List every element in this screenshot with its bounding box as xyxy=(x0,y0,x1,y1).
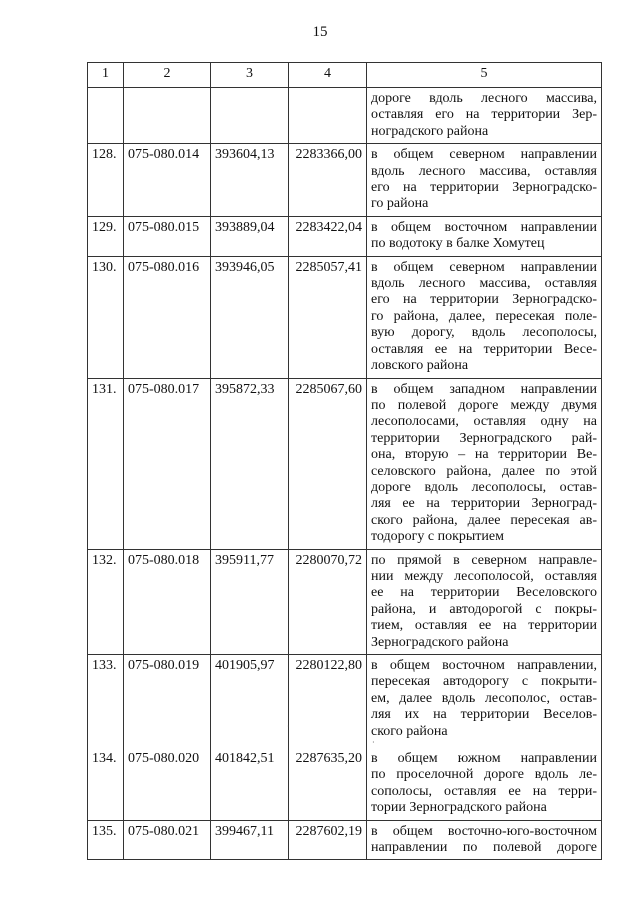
description-line: ем, далее вдоль лесополос, остав- xyxy=(371,690,597,706)
row-number: 134. xyxy=(88,743,124,820)
column-header-4: 4 xyxy=(289,63,367,88)
point-code: 075-080.018 xyxy=(124,549,211,654)
description-line: сополосы, оставляя ее на терри- xyxy=(371,783,597,799)
description-line: ского района xyxy=(371,723,448,739)
point-code xyxy=(124,88,211,144)
boundary-description xyxy=(367,256,602,378)
description-line: селовского района, далее по этой xyxy=(371,463,597,479)
row-number: 132. xyxy=(88,549,124,654)
column-header-5: 5 xyxy=(367,63,602,88)
table-row xyxy=(88,216,602,256)
coordinate-x: 395911,77 xyxy=(211,549,289,654)
table-row xyxy=(88,549,602,654)
description-line: ноградского района xyxy=(371,123,489,139)
coordinate-x: 401842,51 xyxy=(211,743,289,820)
boundary-description xyxy=(367,549,602,654)
description-line: по полевой дороге между двумя xyxy=(371,397,597,413)
description-line: вую дорогу, вдоль лесополосы, xyxy=(371,325,597,341)
description-line: ляя ее на территории Зерноград- xyxy=(371,496,597,512)
point-code: 075-080.015 xyxy=(124,216,211,256)
description-line: в общем восточно-юго-восточном xyxy=(371,823,597,839)
scan-speck: · xyxy=(372,738,375,747)
table-header-row xyxy=(88,63,602,88)
point-code: 075-080.016 xyxy=(124,256,211,378)
row-number: 129. xyxy=(88,216,124,256)
row-number: 135. xyxy=(88,820,124,860)
description-line: Зерноградского района xyxy=(371,634,509,650)
table-row xyxy=(88,378,602,549)
description-line: нии между лесополосой, оставляя xyxy=(371,568,597,584)
coordinate-y: 2283366,00 xyxy=(289,144,367,217)
description-line: ловского района xyxy=(371,358,469,374)
description-line: района, и автодорогой с покры- xyxy=(371,601,597,617)
column-header-2: 2 xyxy=(124,63,211,88)
coordinate-y: 2285057,41 xyxy=(289,256,367,378)
description-line: ского района, далее пересекая ав- xyxy=(371,512,597,528)
row-number xyxy=(88,88,124,144)
description-line: по проселочной дороге вдоль ле- xyxy=(371,767,597,783)
coordinate-y: 2283422,04 xyxy=(289,216,367,256)
boundary-description xyxy=(367,144,602,217)
point-code: 075-080.017 xyxy=(124,378,211,549)
description-line: в общем южном направлении xyxy=(371,751,597,767)
page-number: 15 xyxy=(312,24,328,40)
description-line: в общем западном направлении xyxy=(371,381,597,397)
description-line: в общем восточном направлении, xyxy=(371,658,597,673)
coordinate-y: 2285067,60 xyxy=(289,378,367,549)
point-code: 075-080.021 xyxy=(124,820,211,860)
description-line: оставляя ее на территории Весе- xyxy=(371,341,597,357)
description-line: по водотоку в балке Хомутец xyxy=(371,236,545,252)
coordinate-y xyxy=(289,88,367,144)
description-line: оставляя его на территории Зер- xyxy=(371,107,597,123)
point-code: 075-080.014 xyxy=(124,144,211,217)
boundary-description xyxy=(367,655,602,744)
point-code: 075-080.020 xyxy=(124,743,211,820)
table-row xyxy=(88,743,602,820)
coordinate-x: 393604,13 xyxy=(211,144,289,217)
description-line: его на территории Зерноградско- xyxy=(371,292,597,308)
description-line: направлении по полевой дороге xyxy=(371,840,597,856)
boundary-description xyxy=(367,88,602,144)
table-row xyxy=(88,655,602,744)
boundary-description xyxy=(367,378,602,549)
row-number: 128. xyxy=(88,144,124,217)
coordinate-x: 393889,04 xyxy=(211,216,289,256)
description-line: в общем северном направлении xyxy=(371,147,597,163)
table-row xyxy=(88,88,602,144)
description-line: ляя их на территории Веселов- xyxy=(371,707,597,723)
boundary-description xyxy=(367,820,602,860)
boundary-description xyxy=(367,743,602,820)
boundary-description xyxy=(367,216,602,256)
description-line: по прямой в северном направле- xyxy=(371,552,597,568)
description-line: в общем восточном направлении xyxy=(371,219,597,235)
scan-speck: · xyxy=(287,722,290,731)
description-line: дороге вдоль лесного массива, xyxy=(371,91,597,106)
table-row xyxy=(88,144,602,217)
description-line: тории Зерноградского района xyxy=(371,800,547,816)
coordinate-x: 393946,05 xyxy=(211,256,289,378)
coordinate-x: 399467,11 xyxy=(211,820,289,860)
description-line: лесополосами, оставляя одну на xyxy=(371,414,597,430)
column-header-1: 1 xyxy=(88,63,124,88)
point-code: 075-080.019 xyxy=(124,655,211,744)
coordinate-y: 2287635,20 xyxy=(289,743,367,820)
description-line: она, вторую – на территории Ве- xyxy=(371,447,597,463)
description-line: вдоль лесного массива, оставляя xyxy=(371,163,597,179)
coordinate-y: 2280070,72 xyxy=(289,549,367,654)
description-line: территории Зерноградского рай- xyxy=(371,430,597,446)
table-row xyxy=(88,820,602,860)
description-line: дороге вдоль лесополосы, остав- xyxy=(371,479,597,495)
coordinate-y: 2280122,80 xyxy=(289,655,367,744)
row-number: 130. xyxy=(88,256,124,378)
coordinate-x xyxy=(211,88,289,144)
coordinate-x: 401905,97 xyxy=(211,655,289,744)
description-line: вдоль лесного массива, оставляя xyxy=(371,276,597,292)
coordinate-y: 2287602,19 xyxy=(289,820,367,860)
description-line: в общем северном направлении xyxy=(371,259,597,275)
boundary-table xyxy=(87,62,602,860)
description-line: го района, далее, пересекая поле- xyxy=(371,308,597,324)
description-line: тодорогу с покрытием xyxy=(371,529,504,545)
row-number: 133. xyxy=(88,655,124,744)
description-line: тием, оставляя ее на территории xyxy=(371,618,597,634)
column-header-3: 3 xyxy=(211,63,289,88)
coordinate-x: 395872,33 xyxy=(211,378,289,549)
table-body xyxy=(88,88,602,860)
row-number: 131. xyxy=(88,378,124,549)
description-line: ее на территории Веселовского xyxy=(371,585,597,601)
description-line: пересекая автодорогу с покрыти- xyxy=(371,674,597,690)
table-row xyxy=(88,256,602,378)
description-line: его на территории Зерноградско- xyxy=(371,180,597,196)
description-line: го района xyxy=(371,196,429,212)
